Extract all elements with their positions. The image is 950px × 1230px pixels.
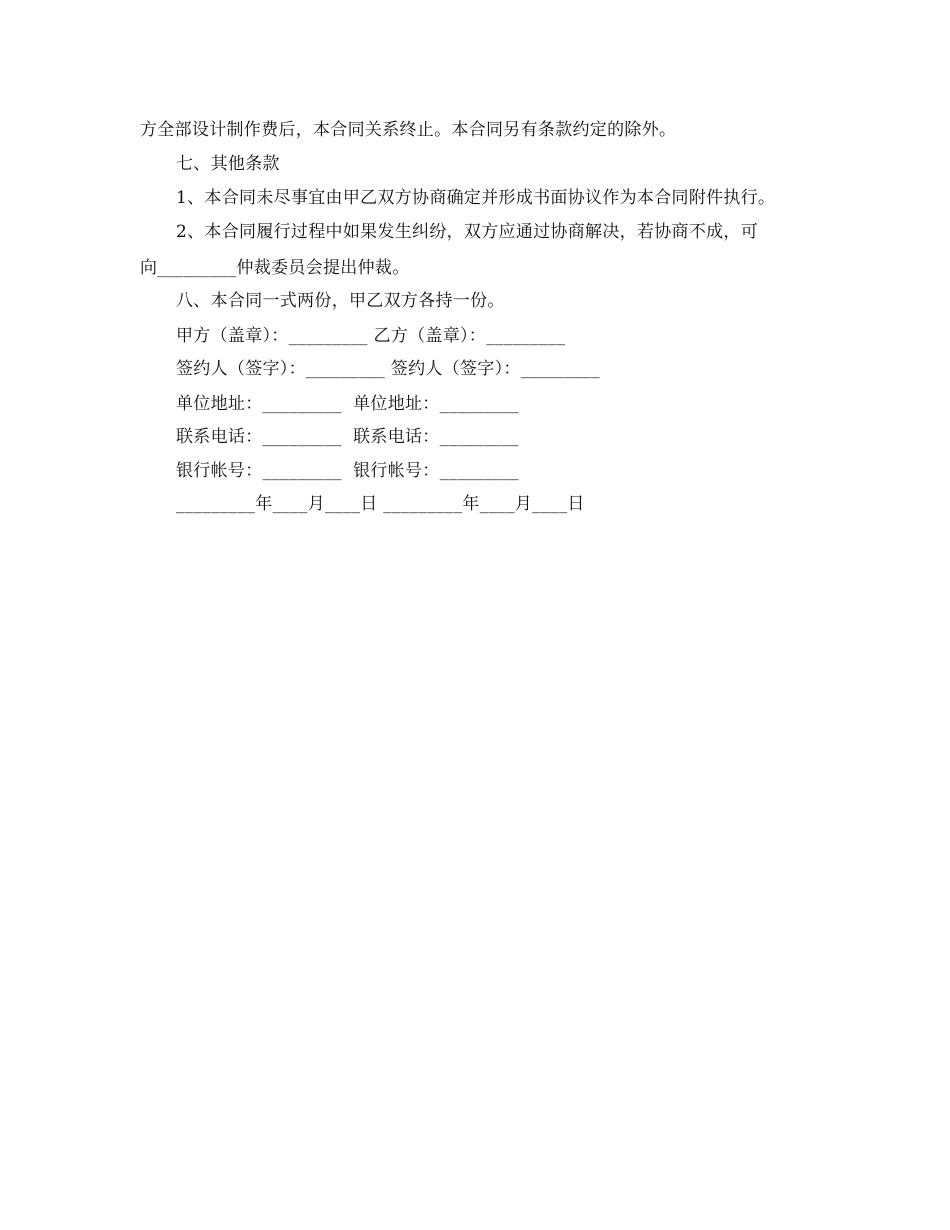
clause-2-dispute-resolution: 2、本合同履行过程中如果发生纠纷，双方应通过协商解决，若协商不成，可 bbox=[176, 222, 759, 242]
signature-seal-line: 甲方（盖章）：_________ 乙方（盖章）：_________ bbox=[176, 326, 566, 346]
bank-account-line: 银行帐号：_________ 银行帐号：_________ bbox=[176, 461, 519, 481]
date-line: _________年____月____日 _________年____月____日 bbox=[176, 494, 585, 514]
signatory-line: 签约人（签字）：_________ 签约人（签字）：_________ bbox=[176, 359, 600, 379]
section-heading-other-terms: 七、其他条款 bbox=[176, 154, 280, 174]
paragraph-termination-clause: 方全部设计制作费后，本合同关系终止。本合同另有条款约定的除外。 bbox=[140, 120, 677, 140]
address-line: 单位地址：_________ 单位地址：_________ bbox=[176, 394, 519, 414]
clause-2-arbitration-continuation: 向_________仲裁委员会提出仲裁。 bbox=[140, 258, 410, 278]
phone-line: 联系电话：_________ 联系电话：_________ bbox=[176, 427, 519, 447]
section-copies-clause: 八、本合同一式两份，甲乙双方各持一份。 bbox=[176, 291, 505, 311]
clause-1-supplementary-agreement: 1、本合同未尽事宜由甲乙双方协商确定并形成书面协议作为本合同附件执行。 bbox=[176, 188, 776, 208]
